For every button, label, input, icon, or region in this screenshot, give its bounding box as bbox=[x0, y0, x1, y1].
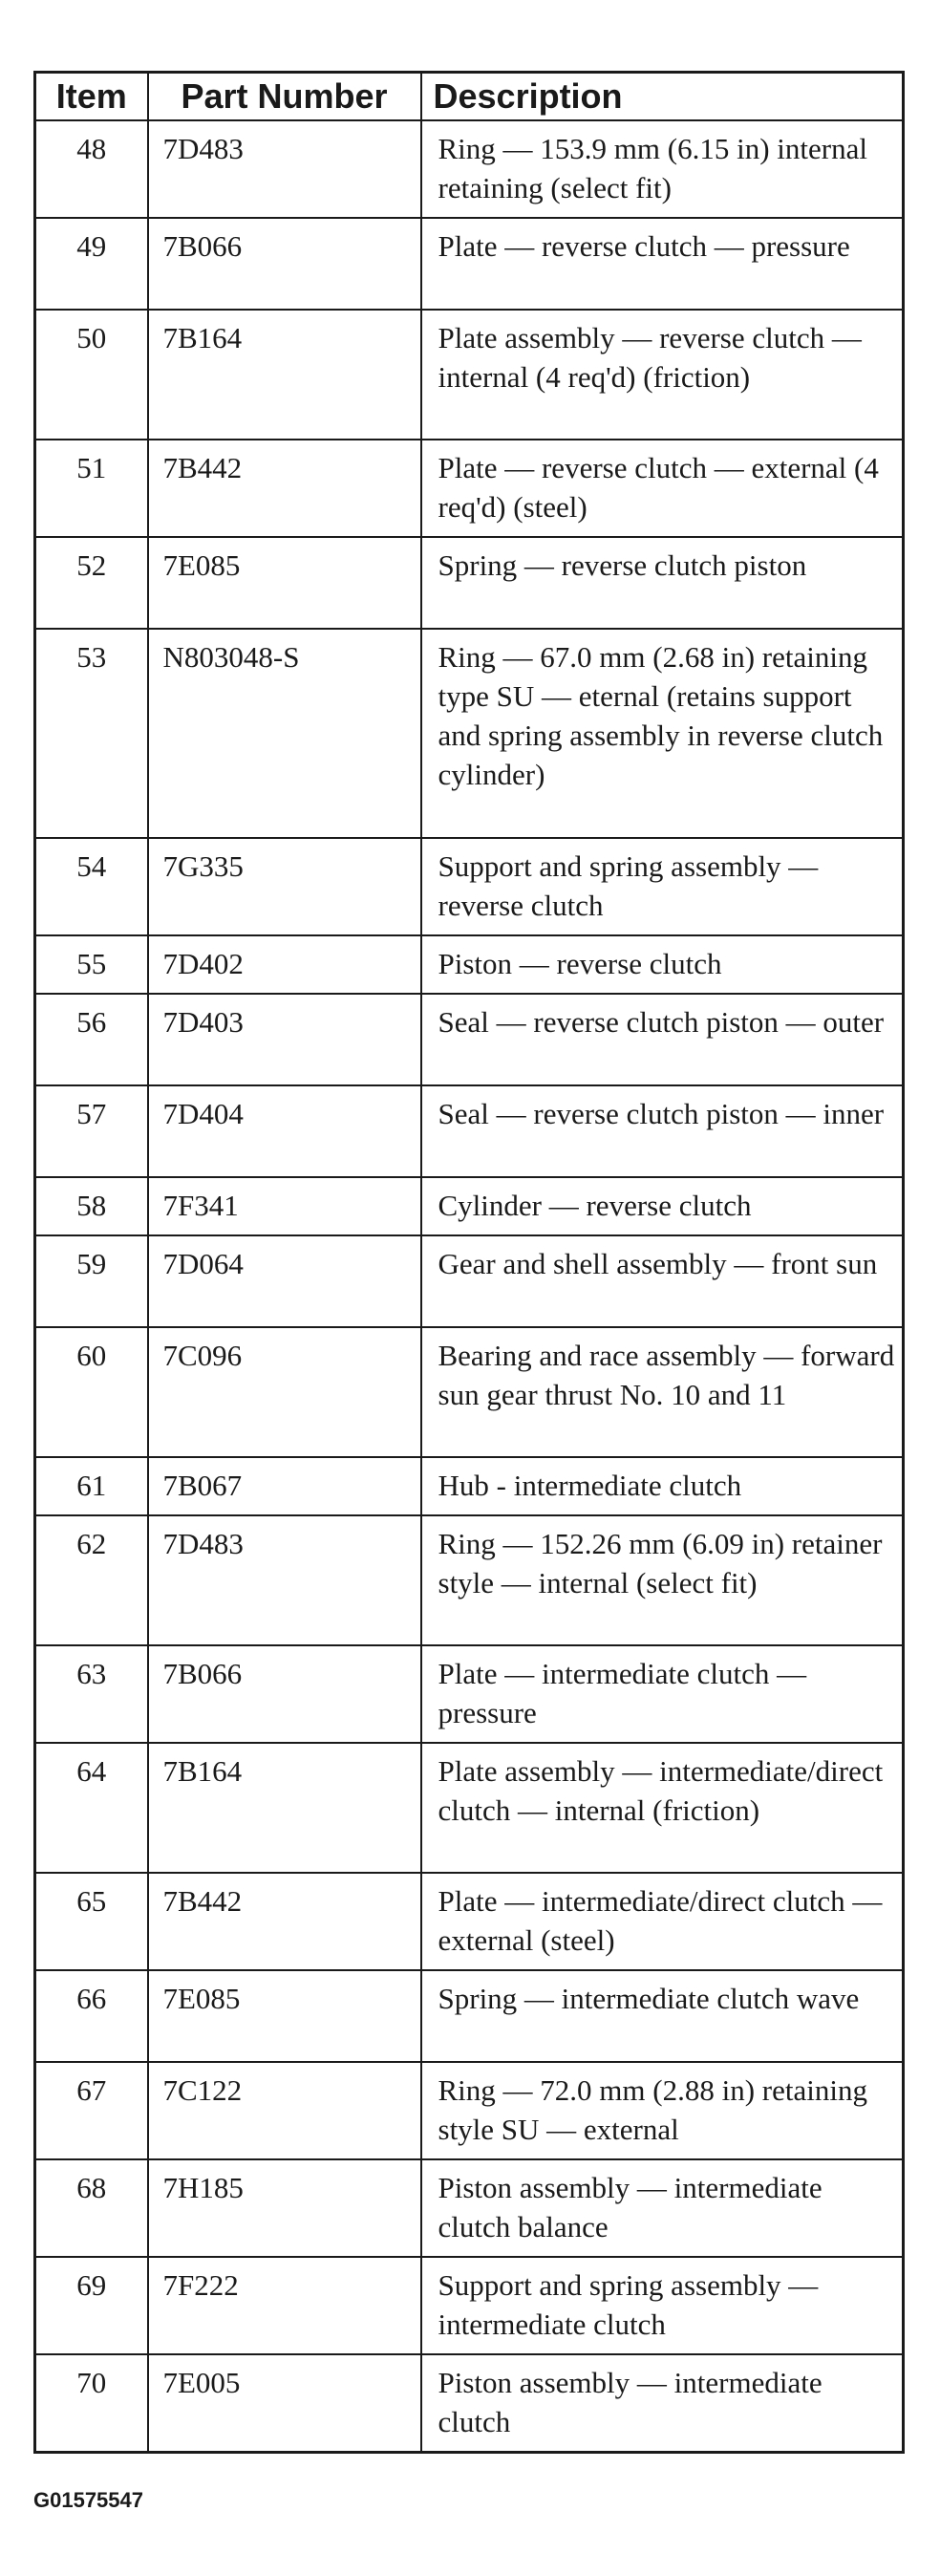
part-number-cell: 7E085 bbox=[148, 1970, 421, 2062]
description-cell: Spring — reverse clutch piston bbox=[421, 537, 904, 629]
part-number-cell: 7B164 bbox=[148, 310, 421, 440]
item-cell: 50 bbox=[35, 310, 148, 440]
item-cell: 49 bbox=[35, 218, 148, 310]
part-number-cell: 7B067 bbox=[148, 1457, 421, 1515]
figure-id: G01575547 bbox=[33, 2488, 143, 2512]
item-cell: 69 bbox=[35, 2257, 148, 2354]
table-row bbox=[35, 1645, 904, 1743]
item-cell: 60 bbox=[35, 1327, 148, 1457]
description-cell: Bearing and race assembly — forward sun gear thrust No. 10 and 11 bbox=[421, 1327, 904, 1457]
description-cell: Plate assembly — reverse clutch — internal (4 req'd) (friction) bbox=[421, 310, 904, 440]
table-row bbox=[35, 2257, 904, 2354]
part-number-cell: 7B442 bbox=[148, 440, 421, 537]
description-cell: Plate — intermediate clutch — pressure bbox=[421, 1645, 904, 1743]
part-number-cell: 7E005 bbox=[148, 2354, 421, 2453]
description-cell: Plate assembly — intermediate/direct clutch — internal (friction) bbox=[421, 1743, 904, 1873]
description-cell: Hub - intermediate clutch bbox=[421, 1457, 904, 1515]
part-number-cell: 7D483 bbox=[148, 1515, 421, 1645]
item-cell: 58 bbox=[35, 1177, 148, 1235]
table-body bbox=[35, 120, 904, 2453]
part-number-cell: 7D404 bbox=[148, 1085, 421, 1177]
part-number-cell: 7G335 bbox=[148, 838, 421, 935]
description-cell: Piston assembly — intermediate clutch bbox=[421, 2354, 904, 2453]
part-number-cell: 7B442 bbox=[148, 1873, 421, 1970]
description-cell: Support and spring assembly — intermediate clutch bbox=[421, 2257, 904, 2354]
table-row bbox=[35, 218, 904, 310]
part-number-cell: 7D483 bbox=[148, 120, 421, 218]
description-cell: Seal — reverse clutch piston — inner bbox=[421, 1085, 904, 1177]
parts-table bbox=[33, 71, 905, 2454]
table-row bbox=[35, 440, 904, 537]
table-header-row bbox=[35, 73, 904, 121]
part-number-cell: 7D064 bbox=[148, 1235, 421, 1327]
description-cell: Seal — reverse clutch piston — outer bbox=[421, 994, 904, 1085]
part-number-cell: 7H185 bbox=[148, 2159, 421, 2257]
item-cell: 57 bbox=[35, 1085, 148, 1177]
item-cell: 48 bbox=[35, 120, 148, 218]
header-description: Description bbox=[421, 73, 904, 121]
item-cell: 61 bbox=[35, 1457, 148, 1515]
item-cell: 59 bbox=[35, 1235, 148, 1327]
item-cell: 63 bbox=[35, 1645, 148, 1743]
table-row bbox=[35, 2354, 904, 2453]
table-row bbox=[35, 1177, 904, 1235]
part-number-cell: 7B066 bbox=[148, 218, 421, 310]
part-number-cell: 7C096 bbox=[148, 1327, 421, 1457]
description-cell: Plate — reverse clutch — pressure bbox=[421, 218, 904, 310]
description-cell: Plate — intermediate/direct clutch — external (steel) bbox=[421, 1873, 904, 1970]
description-cell: Plate — reverse clutch — external (4 req'd) (steel) bbox=[421, 440, 904, 537]
item-cell: 52 bbox=[35, 537, 148, 629]
description-cell: Cylinder — reverse clutch bbox=[421, 1177, 904, 1235]
item-cell: 68 bbox=[35, 2159, 148, 2257]
part-number-cell: 7C122 bbox=[148, 2062, 421, 2159]
table-row bbox=[35, 935, 904, 994]
description-cell: Support and spring assembly — reverse clutch bbox=[421, 838, 904, 935]
table-row bbox=[35, 1515, 904, 1645]
table-row bbox=[35, 1327, 904, 1457]
table-row bbox=[35, 1457, 904, 1515]
table-row bbox=[35, 2062, 904, 2159]
part-number-cell: 7D402 bbox=[148, 935, 421, 994]
item-cell: 62 bbox=[35, 1515, 148, 1645]
item-cell: 56 bbox=[35, 994, 148, 1085]
table-row bbox=[35, 1235, 904, 1327]
table-row bbox=[35, 2159, 904, 2257]
item-cell: 53 bbox=[35, 629, 148, 838]
description-cell: Spring — intermediate clutch wave bbox=[421, 1970, 904, 2062]
description-cell: Ring — 67.0 mm (2.68 in) retaining type SU — eternal (retains support and spring assembly in reverse clutch cylinder) bbox=[421, 629, 904, 838]
header-part-number: Part Number bbox=[148, 73, 421, 121]
part-number-cell: 7B066 bbox=[148, 1645, 421, 1743]
table-row bbox=[35, 120, 904, 218]
part-number-cell: 7F222 bbox=[148, 2257, 421, 2354]
part-number-cell: 7D403 bbox=[148, 994, 421, 1085]
item-cell: 67 bbox=[35, 2062, 148, 2159]
part-number-cell: 7B164 bbox=[148, 1743, 421, 1873]
table-row bbox=[35, 1873, 904, 1970]
item-cell: 55 bbox=[35, 935, 148, 994]
table-row bbox=[35, 994, 904, 1085]
description-cell: Piston — reverse clutch bbox=[421, 935, 904, 994]
item-cell: 54 bbox=[35, 838, 148, 935]
part-number-cell: 7E085 bbox=[148, 537, 421, 629]
table-row bbox=[35, 1970, 904, 2062]
table-row bbox=[35, 838, 904, 935]
table-row bbox=[35, 629, 904, 838]
description-cell: Piston assembly — intermediate clutch balance bbox=[421, 2159, 904, 2257]
item-cell: 65 bbox=[35, 1873, 148, 1970]
description-cell: Ring — 152.26 mm (6.09 in) retainer style — internal (select fit) bbox=[421, 1515, 904, 1645]
item-cell: 70 bbox=[35, 2354, 148, 2453]
table-row bbox=[35, 537, 904, 629]
table-row bbox=[35, 1085, 904, 1177]
table-row bbox=[35, 310, 904, 440]
part-number-cell: N803048-S bbox=[148, 629, 421, 838]
part-number-cell: 7F341 bbox=[148, 1177, 421, 1235]
description-cell: Ring — 153.9 mm (6.15 in) internal retaining (select fit) bbox=[421, 120, 904, 218]
item-cell: 64 bbox=[35, 1743, 148, 1873]
item-cell: 66 bbox=[35, 1970, 148, 2062]
header-item: Item bbox=[35, 73, 148, 121]
description-cell: Ring — 72.0 mm (2.88 in) retaining style SU — external bbox=[421, 2062, 904, 2159]
description-cell: Gear and shell assembly — front sun bbox=[421, 1235, 904, 1327]
item-cell: 51 bbox=[35, 440, 148, 537]
table-row bbox=[35, 1743, 904, 1873]
